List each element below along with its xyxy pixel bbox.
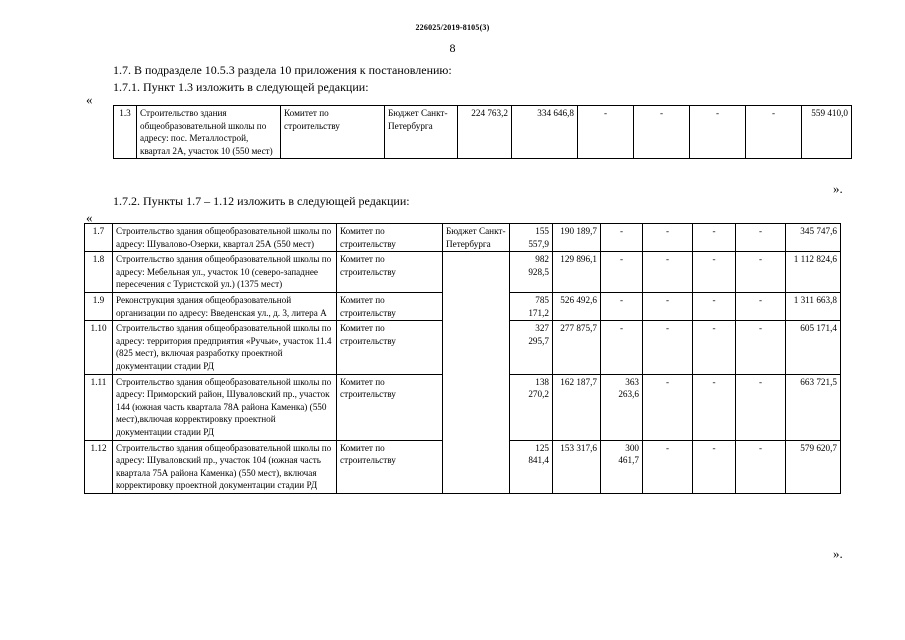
item-amount-year-6: - — [736, 440, 786, 493]
item-amount-year-2: 190 189,7 — [553, 224, 601, 252]
item-executor: Комитет по строительству — [337, 224, 443, 252]
item-name: Реконструкция здания общеобразовательной организации по адресу: Введенская ул., д. 3, литера А — [113, 292, 337, 320]
item-number: 1.9 — [85, 292, 113, 320]
paragraph-1-7-1: 1.7.1. Пункт 1.3 изложить в следующей редакции: — [113, 80, 369, 94]
item-funding-source — [443, 292, 510, 320]
item-amount-year-3: - — [601, 224, 643, 252]
item-amount-year-4: - — [643, 292, 693, 320]
item-funding-source — [443, 252, 510, 293]
item-amount-year-3: - — [601, 321, 643, 374]
item-amount-year-4: - — [643, 440, 693, 493]
item-amount-total: 1 112 824,6 — [786, 252, 841, 293]
item-amount-year-5: - — [693, 252, 736, 293]
item-number: 1.8 — [85, 252, 113, 293]
table-row — [85, 374, 841, 440]
item-amount-year-2: 526 492,6 — [553, 292, 601, 320]
item-amount-year-5: - — [693, 321, 736, 374]
table-row — [114, 106, 852, 159]
item-amount-total: 605 171,4 — [786, 321, 841, 374]
item-name: Строительство здания общеобразовательной школы по адресу: Шуваловский пр., участок 104 (южная часть квартала 75А района Каменка) (550 мест), включая корректировку проектной документации стадии РД — [113, 440, 337, 493]
item-amount-year-6: - — [736, 374, 786, 440]
item-amount-year-5: - — [690, 106, 746, 159]
item-number: 1.11 — [85, 374, 113, 440]
item-amount-year-4: - — [643, 224, 693, 252]
page-number: 8 — [449, 41, 456, 55]
item-amount-year-3: 363 263,6 — [601, 374, 643, 440]
item-amount-total: 345 747,6 — [786, 224, 841, 252]
item-amount-year-2: 334 646,8 — [512, 106, 578, 159]
item-amount-year-6: - — [736, 292, 786, 320]
table-item-1-3 — [113, 105, 852, 159]
item-amount-total: 663 721,5 — [786, 374, 841, 440]
document-number: 226025/2019-8105(3) — [415, 23, 490, 32]
item-amount-year-3: 300 461,7 — [601, 440, 643, 493]
item-executor: Комитет по строительству — [337, 374, 443, 440]
item-amount-year-4: - — [634, 106, 690, 159]
item-number: 1.3 — [114, 106, 137, 159]
item-amount-year-6: - — [736, 224, 786, 252]
item-amount-year-1: 138 270,2 — [510, 374, 553, 440]
item-amount-year-1: 155 557,9 — [510, 224, 553, 252]
item-funding-source — [443, 374, 510, 440]
item-number: 1.7 — [85, 224, 113, 252]
table-row — [85, 224, 841, 252]
item-executor: Комитет по строительству — [337, 252, 443, 293]
item-amount-year-4: - — [643, 321, 693, 374]
item-amount-year-1: 224 763,2 — [458, 106, 512, 159]
item-amount-year-5: - — [693, 224, 736, 252]
item-name: Строительство здания общеобразовательной школы по адресу: Шувалово-Озерки, квартал 25А (550 мест) — [113, 224, 337, 252]
item-executor: Комитет по строительству — [337, 321, 443, 374]
item-amount-year-6: - — [746, 106, 802, 159]
item-funding-source — [443, 321, 510, 374]
item-amount-year-6: - — [736, 252, 786, 293]
open-quote-2: « — [86, 210, 93, 225]
paragraph-1-7-2: 1.7.2. Пункты 1.7 – 1.12 изложить в следующей редакции: — [113, 194, 410, 208]
item-amount-total: 579 620,7 — [786, 440, 841, 493]
item-amount-year-1: 982 928,5 — [510, 252, 553, 293]
item-amount-year-6: - — [736, 321, 786, 374]
table-row — [85, 292, 841, 320]
item-amount-year-2: 277 875,7 — [553, 321, 601, 374]
item-amount-year-5: - — [693, 440, 736, 493]
item-amount-year-2: 129 896,1 — [553, 252, 601, 293]
item-amount-year-5: - — [693, 292, 736, 320]
item-executor: Комитет по строительству — [337, 440, 443, 493]
item-executor: Комитет по строительству — [281, 106, 385, 159]
table-items-1-7-to-1-12 — [84, 223, 841, 494]
table-row — [85, 440, 841, 493]
item-amount-year-1: 785 171,2 — [510, 292, 553, 320]
item-amount-year-3: - — [578, 106, 634, 159]
item-funding-source: Бюджет Санкт-Петербурга — [443, 224, 510, 252]
close-quote-2: ». — [833, 546, 843, 561]
item-amount-year-4: - — [643, 374, 693, 440]
item-amount-year-4: - — [643, 252, 693, 293]
item-amount-year-2: 153 317,6 — [553, 440, 601, 493]
item-number: 1.12 — [85, 440, 113, 493]
item-amount-year-1: 125 841,4 — [510, 440, 553, 493]
item-amount-year-1: 327 295,7 — [510, 321, 553, 374]
close-quote: ». — [833, 181, 843, 196]
item-funding-source: Бюджет Санкт-Петербурга — [385, 106, 458, 159]
open-quote: « — [86, 92, 93, 107]
item-amount-year-5: - — [693, 374, 736, 440]
item-number: 1.10 — [85, 321, 113, 374]
item-amount-total: 1 311 663,8 — [786, 292, 841, 320]
item-executor: Комитет по строительству — [337, 292, 443, 320]
item-amount-year-3: - — [601, 252, 643, 293]
table-row — [85, 321, 841, 374]
table-row — [85, 252, 841, 293]
item-amount-year-3: - — [601, 292, 643, 320]
item-amount-total: 559 410,0 — [802, 106, 852, 159]
item-funding-source — [443, 440, 510, 493]
item-name: Строительство здания общеобразовательной школы по адресу: Мебельная ул., участок 10 (северо-западнее пересечения с Туристской ул.) (1375 мест) — [113, 252, 337, 293]
item-name: Строительство здания общеобразовательной школы по адресу: территория предприятия «Ручьи», участок 11.4 (825 мест), включая разработку проектной документации стадии РД — [113, 321, 337, 374]
item-amount-year-2: 162 187,7 — [553, 374, 601, 440]
item-name: Строительство здания общеобразовательной школы по адресу: Приморский район, Шуваловский пр., участок 144 (южная часть квартала 78А района Каменка) (550 мест),включая корректировку проектной документации стадии РД — [113, 374, 337, 440]
item-name: Строительство здания общеобразовательной школы по адресу: пос. Металлострой, квартал 2А, участок 10 (550 мест) — [137, 106, 281, 159]
paragraph-1-7: 1.7. В подразделе 10.5.3 раздела 10 приложения к постановлению: — [113, 63, 452, 77]
